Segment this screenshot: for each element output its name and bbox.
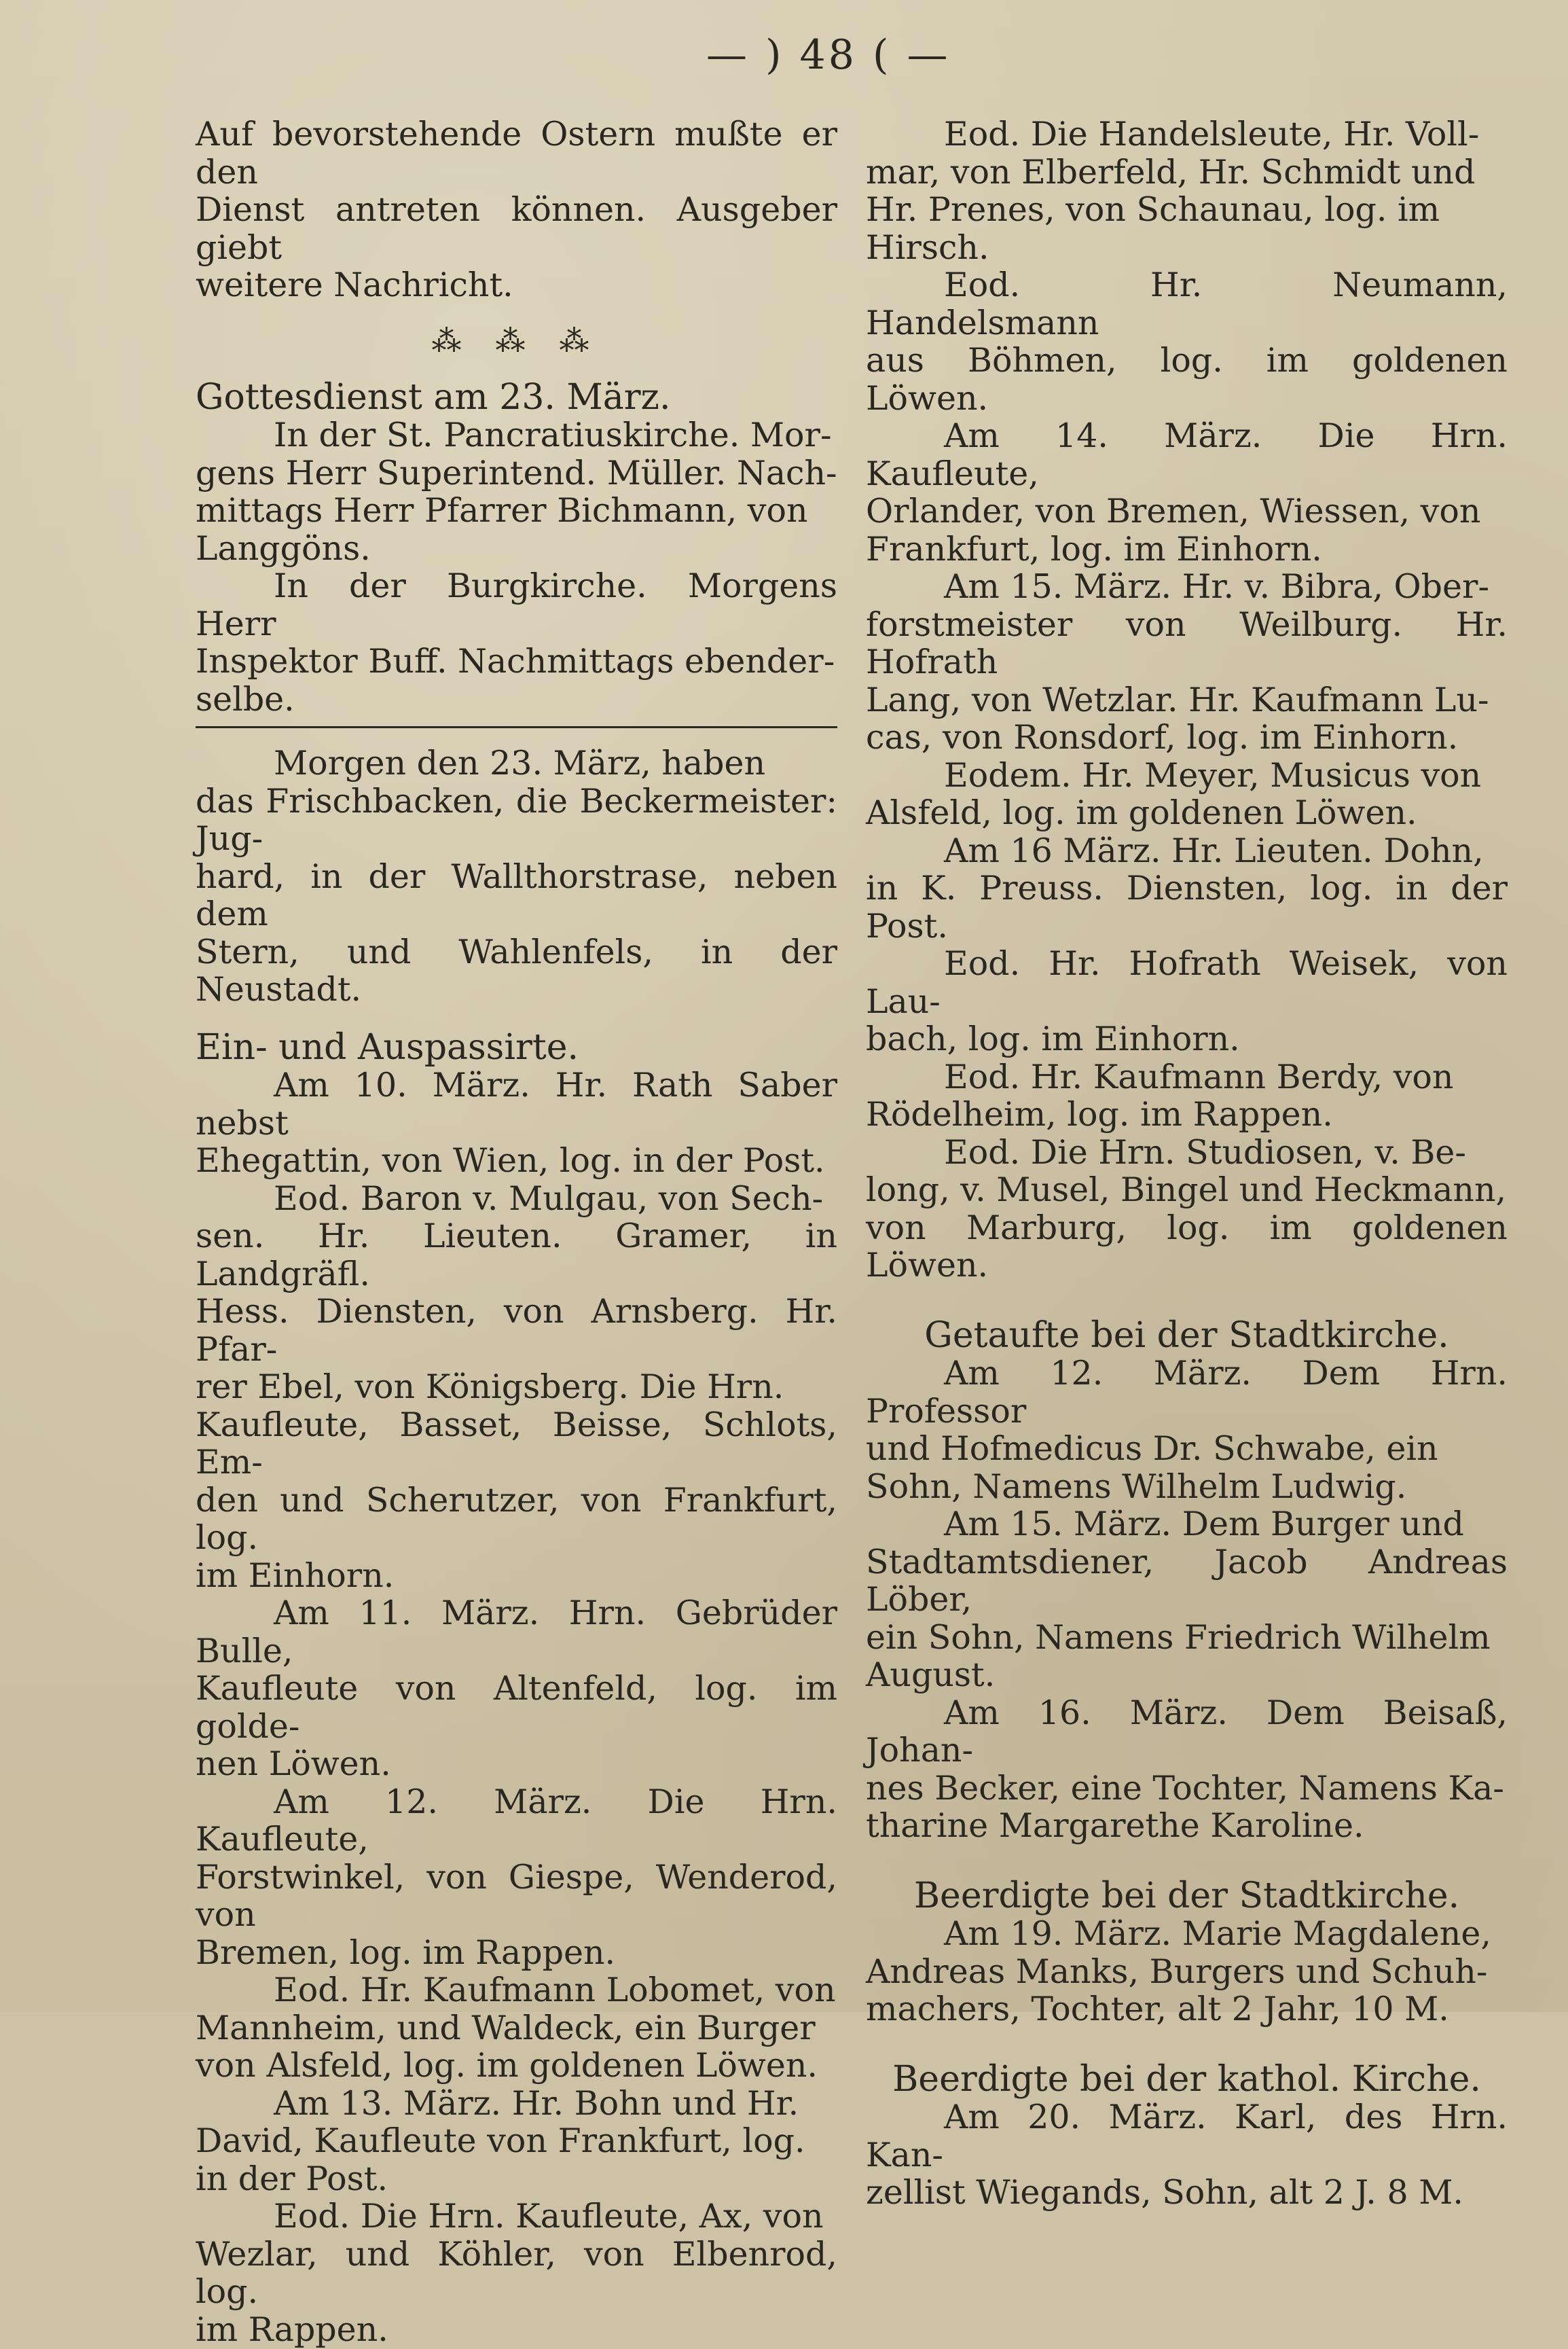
page-number: — ) 48 ( —: [706, 31, 951, 79]
getaufte-heading: Getaufte bei der Stadtkirche.: [924, 1314, 1449, 1356]
passirte-entry: Am 16 März. Hr. Lieuten. Dohn, in K. Preuss. Diensten, log. in der Post.: [866, 831, 1508, 946]
left-column: [196, 115, 837, 2348]
passirte-entry: Eodem. Hr. Meyer, Musicus von Alsfeld, log. im goldenen Löwen.: [866, 755, 1482, 832]
frischbacken-notice: Morgen den 23. März, haben das Frischbacken, die Beckermeister: Jug- hard, in der Wallthorstrase, neben dem Stern, und Wahlenfels, in der Neustadt.: [196, 744, 837, 1009]
getaufte-entry: Am 12. März. Dem Hrn. Professor und Hofmedicus Dr. Schwabe, ein Sohn, Namens Wilhelm Ludwig.: [866, 1354, 1508, 1506]
gottesdienst-pancratius: In der St. Pancratiuskirche. Mor- gens Herr Superintend. Müller. Nach- mittags Herr Pfarrer Bichmann, von Langgöns.: [196, 416, 837, 568]
passirte-entry: Am 15. März. Hr. v. Bibra, Ober- forstmeister von Weilburg. Hr. Hofrath Lang, von Wetzlar. Hr. Kaufmann Lu- cas, von Ronsdorf, log. im Einhorn.: [866, 567, 1508, 757]
beerdigte-kathol-heading: Beerdigte bei der kathol. Kirche.: [892, 2058, 1481, 2100]
passirte-entry: Am 10. März. Hr. Rath Saber nebst Ehegattin, von Wien, log. in der Post.: [196, 1066, 837, 1180]
gottesdienst-heading: Gottesdienst am 23. März.: [196, 376, 671, 418]
passirte-entry: Eod. Hr. Kaufmann Lobomet, von Mannheim, und Waldeck, ein Burger von Alsfeld, log. im goldenen Löwen.: [196, 1971, 836, 2085]
beerdigte-kathol-entry: Am 20. März. Karl, des Hrn. Kan- zellist Wiegands, Sohn, alt 2 J. 8 M.: [866, 2098, 1508, 2212]
passirte-entry: Eod. Die Hrn. Studiosen, v. Be- long, v. Musel, Bingel und Heckmann, von Marburg, log. im goldenen Löwen.: [866, 1132, 1508, 1285]
gottesdienst-burgkirche: In der Burgkirche. Morgens Herr Inspektor Buff. Nachmittags ebender- selbe.: [196, 567, 837, 719]
passirte-entry: Eod. Die Hrn. Kaufleute, Ax, von Wezlar, und Köhler, von Elbenrod, log. im Rappen.: [196, 2197, 837, 2349]
getaufte-entry: Am 16. März. Dem Beisaß, Johan- nes Becker, eine Tochter, Namens Ka- tharine Margarethe Karoline.: [866, 1693, 1508, 1845]
passirte-entry: Am 14. März. Die Hrn. Kaufleute, Orlander, von Bremen, Wiessen, von Frankfurt, log. im Einhorn.: [866, 416, 1508, 569]
passirte-entry: Am 12. März. Die Hrn. Kaufleute, Forstwinkel, von Giespe, Wenderod, von Bremen, log. im Rappen.: [196, 1782, 837, 1972]
passirte-entry: Eod. Hr. Kaufmann Berdy, von Rödelheim, log. im Rappen.: [866, 1057, 1454, 1134]
beerdigte-stadtkirche-entry: Am 19. März. Marie Magdalene, Andreas Manks, Burgers und Schuh- machers, Tochter, alt 2 Jahr, 10 M.: [866, 1914, 1491, 2028]
right-column: [866, 115, 1508, 2212]
passirte-entry: Am 11. März. Hrn. Gebrüder Bulle, Kaufleute von Altenfeld, log. im golde- nen Löwen.: [196, 1594, 837, 1783]
passirte-entry: Eod. Die Handelsleute, Hr. Voll- mar, von Elberfeld, Hr. Schmidt und Hr. Prenes, von Schaunau, log. im Hirsch.: [866, 115, 1480, 267]
passirte-entry: Eod. Baron v. Mulgau, von Sech- sen. Hr. Lieuten. Gramer, in Landgräfl. Hess. Diensten, von Arnsberg. Hr. Pfar- rer Ebel, von Königsberg. Die Hrn. Kaufleute, Basset, Beisse, Schlots, Em- den und Scherutzer, von Frankfurt, log. im Einhorn.: [196, 1179, 837, 1595]
passirte-heading: Ein- und Auspassirte.: [196, 1026, 579, 1068]
decorative-ornament: ⁂ ⁂ ⁂: [431, 323, 602, 359]
passirte-entry: Eod. Hr. Neumann, Handelsmann aus Böhmen, log. im goldenen Löwen.: [866, 266, 1508, 418]
section-divider: [196, 726, 837, 728]
beerdigte-stadtkirche-heading: Beerdigte bei der Stadtkirche.: [913, 1875, 1460, 1916]
getaufte-entry: Am 15. März. Dem Burger und Stadtamtsdiener, Jacob Andreas Löber, ein Sohn, Namens Friedrich Wilhelm August.: [866, 1505, 1508, 1694]
passirte-entry: Eod. Hr. Hofrath Weisek, von Lau- bach, log. im Einhorn.: [866, 944, 1508, 1058]
passirte-entry: Am 13. März. Hr. Bohn und Hr. David, Kaufleute von Frankfurt, log. in der Post.: [196, 2083, 805, 2198]
intro-notice: Auf bevorstehende Ostern mußte er den Dienst antreten können. Ausgeber giebt weitere Nachricht.: [196, 115, 837, 304]
